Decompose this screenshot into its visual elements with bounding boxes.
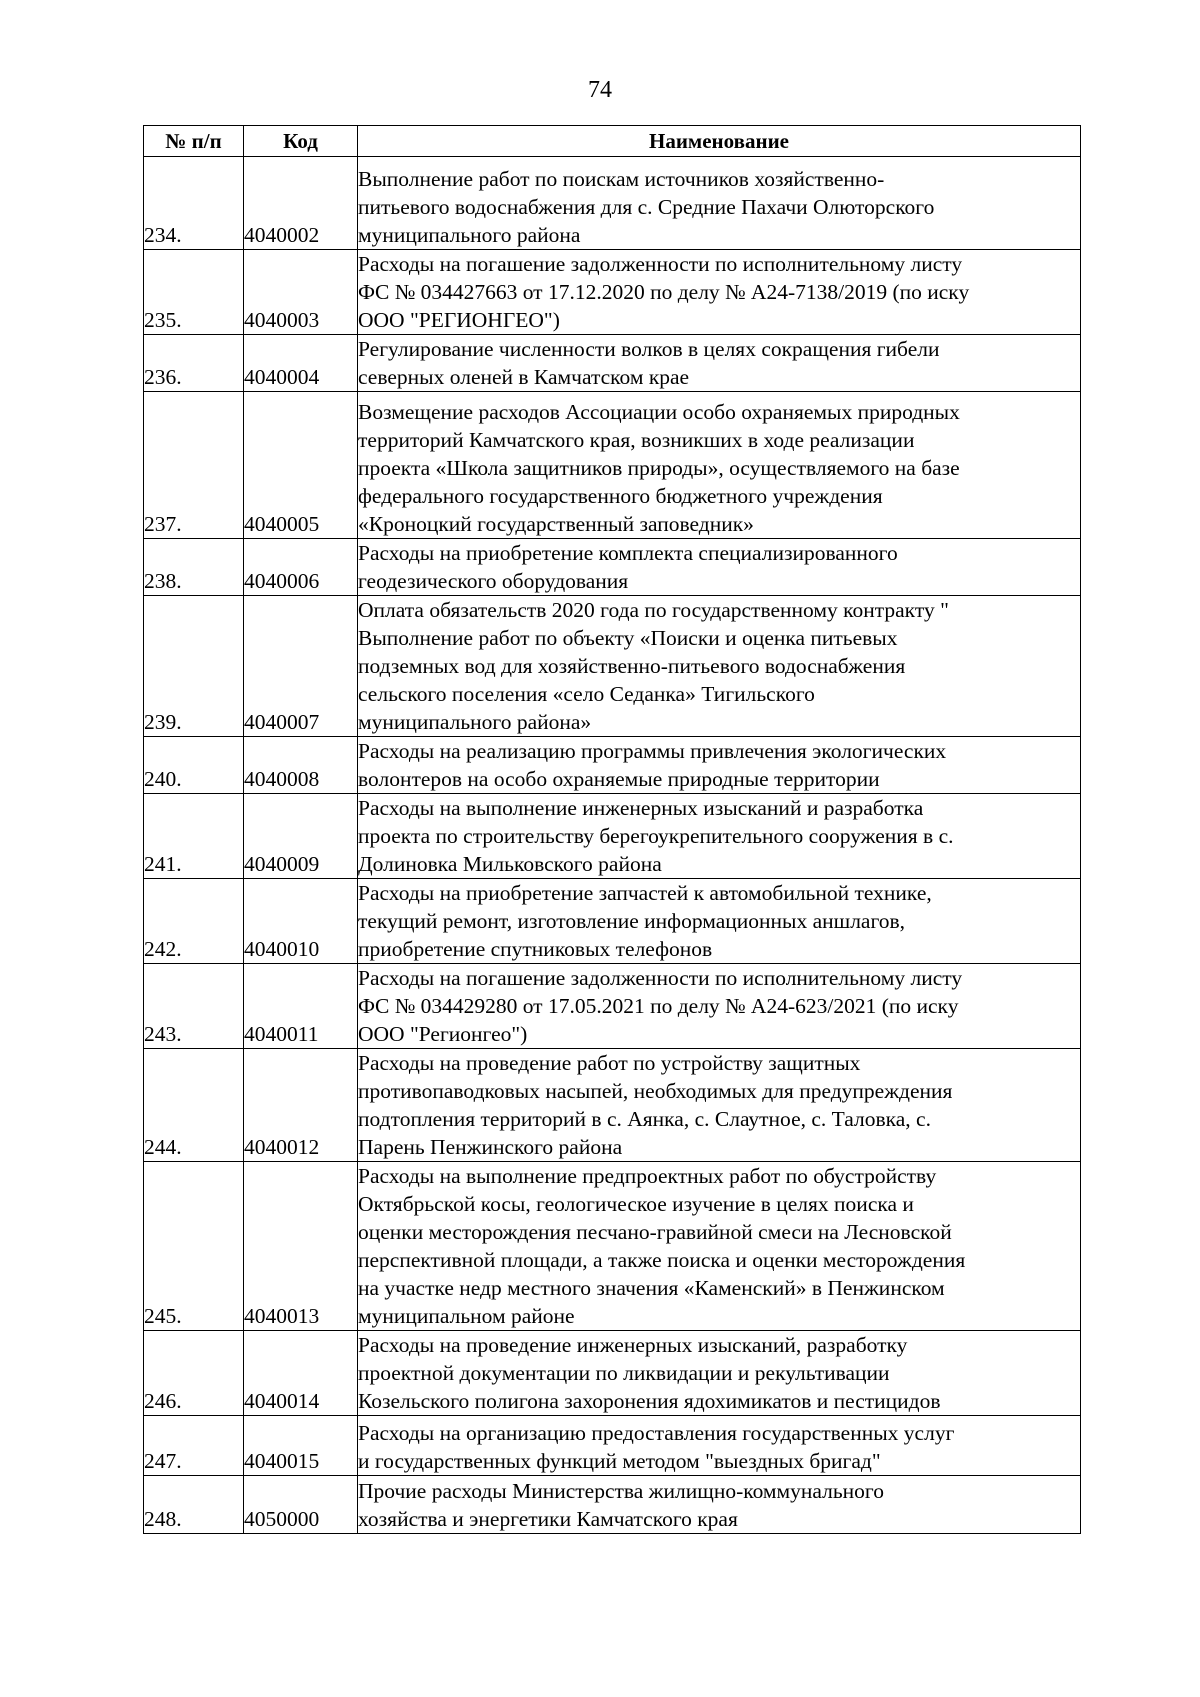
- row-name-line: подземных вод для хозяйственно-питьевого водоснабжения: [358, 654, 906, 678]
- table-row: [144, 794, 1081, 879]
- row-name-line: «Кроноцкий государственный заповедник»: [358, 512, 754, 536]
- row-name-line: текущий ремонт, изготовление информационных аншлагов,: [358, 909, 906, 933]
- row-name-line: Возмещение расходов Ассоциации особо охраняемых природных: [358, 400, 960, 424]
- row-name-line: проектной документации по ликвидации и рекультивации: [358, 1361, 890, 1385]
- row-name: [358, 1162, 1081, 1331]
- row-name-line: муниципальном районе: [358, 1304, 575, 1328]
- row-name-line: муниципального района: [358, 223, 581, 247]
- row-code: 4040015: [244, 1416, 358, 1476]
- row-number: 248.: [144, 1476, 244, 1534]
- table-body: [144, 157, 1081, 1534]
- row-code: 4040012: [244, 1049, 358, 1162]
- row-name-line: питьевого водоснабжения для с. Средние Пахачи Олюторского: [358, 195, 935, 219]
- table-row: [144, 1476, 1081, 1534]
- table-row: [144, 1416, 1081, 1476]
- row-name-line: федерального государственного бюджетного учреждения: [358, 484, 883, 508]
- header-code: Код: [244, 126, 358, 157]
- row-name-line: оценки месторождения песчано-гравийной смеси на Лесновской: [358, 1220, 952, 1244]
- table-row: [144, 596, 1081, 737]
- row-name-line: Парень Пенжинского района: [358, 1135, 623, 1159]
- table-row: [144, 1049, 1081, 1162]
- table-row: [144, 1331, 1081, 1416]
- row-name: [358, 392, 1081, 539]
- row-name-line: Козельского полигона захоронения ядохимикатов и пестицидов: [358, 1389, 941, 1413]
- row-code: 4040003: [244, 250, 358, 335]
- row-name-line: Регулирование численности волков в целях сокращения гибели: [358, 337, 940, 361]
- row-name-line: геодезического оборудования: [358, 569, 629, 593]
- row-name-line: муниципального района»: [358, 710, 592, 734]
- table-row: [144, 539, 1081, 596]
- row-code: 4040006: [244, 539, 358, 596]
- row-name-line: Долиновка Мильковского района: [358, 852, 662, 876]
- row-number: 240.: [144, 737, 244, 794]
- row-name: [358, 794, 1081, 879]
- row-name-line: Расходы на выполнение инженерных изысканий и разработка: [358, 796, 924, 820]
- row-name: [358, 596, 1081, 737]
- row-name-line: Прочие расходы Министерства жилищно-коммунального: [358, 1479, 884, 1503]
- row-name: [358, 250, 1081, 335]
- table-row: [144, 250, 1081, 335]
- header-name: Наименование: [358, 126, 1081, 157]
- table-row: [144, 964, 1081, 1049]
- row-name-line: проекта по строительству берегоукрепительного сооружения в с.: [358, 824, 954, 848]
- row-name-line: Оплата обязательств 2020 года по государственному контракту ": [358, 598, 949, 622]
- row-name-line: перспективной площади, а также поиска и оценки месторождения: [358, 1248, 966, 1272]
- row-name-line: ФС № 034429280 от 17.05.2021 по делу № А24-623/2021 (по иску: [358, 994, 959, 1018]
- table-row: [144, 157, 1081, 250]
- row-name: [358, 1416, 1081, 1476]
- table-row: [144, 737, 1081, 794]
- row-name: [358, 737, 1081, 794]
- row-name-line: Расходы на погашение задолженности по исполнительному листу: [358, 966, 963, 990]
- row-name-line: приобретение спутниковых телефонов: [358, 937, 713, 961]
- row-name-line: Расходы на выполнение предпроектных работ по обустройству: [358, 1164, 937, 1188]
- row-number: 236.: [144, 335, 244, 392]
- row-code: 4040013: [244, 1162, 358, 1331]
- row-name: [358, 1049, 1081, 1162]
- row-name-line: Выполнение работ по поискам источников хозяйственно-: [358, 167, 885, 191]
- row-code: 4040005: [244, 392, 358, 539]
- row-name: [358, 157, 1081, 250]
- page-number: 74: [588, 77, 612, 103]
- row-code: 4040004: [244, 335, 358, 392]
- row-name: [358, 964, 1081, 1049]
- budget-code-table: [143, 125, 1081, 1534]
- row-name-line: и государственных функций методом "выездных бригад": [358, 1449, 881, 1473]
- table-header-row: [144, 126, 1081, 157]
- table-row: [144, 1162, 1081, 1331]
- row-name-line: Расходы на реализацию программы привлечения экологических: [358, 739, 947, 763]
- row-name-line: сельского поселения «село Седанка» Тигильского: [358, 682, 815, 706]
- row-name-line: хозяйства и энергетики Камчатского края: [358, 1507, 738, 1531]
- row-code: 4040010: [244, 879, 358, 964]
- row-number: 234.: [144, 157, 244, 250]
- row-name-line: Расходы на проведение инженерных изысканий, разработку: [358, 1333, 908, 1357]
- row-name-line: ООО "РЕГИОНГЕО"): [358, 308, 560, 332]
- row-name-line: на участке недр местного значения «Каменский» в Пенжинском: [358, 1276, 945, 1300]
- row-name-line: Расходы на погашение задолженности по исполнительному листу: [358, 252, 963, 276]
- table-row: [144, 392, 1081, 539]
- row-number: 247.: [144, 1416, 244, 1476]
- row-name-line: противопаводковых насыпей, необходимых для предупреждения: [358, 1079, 953, 1103]
- row-number: 242.: [144, 879, 244, 964]
- row-number: 245.: [144, 1162, 244, 1331]
- row-number: 243.: [144, 964, 244, 1049]
- row-name: [358, 879, 1081, 964]
- row-code: 4040007: [244, 596, 358, 737]
- header-num: № п/п: [144, 126, 244, 157]
- row-number: 246.: [144, 1331, 244, 1416]
- row-code: 4040008: [244, 737, 358, 794]
- row-name-line: северных оленей в Камчатском крае: [358, 365, 690, 389]
- row-number: 244.: [144, 1049, 244, 1162]
- row-name-line: ФС № 034427663 от 17.12.2020 по делу № А24-7138/2019 (по иску: [358, 280, 970, 304]
- row-name-line: Расходы на приобретение комплекта специализированного: [358, 541, 898, 565]
- table-row: [144, 879, 1081, 964]
- row-name-line: волонтеров на особо охраняемые природные территории: [358, 767, 880, 791]
- row-code: 4040011: [244, 964, 358, 1049]
- row-name-line: Выполнение работ по объекту «Поиски и оценка питьевых: [358, 626, 898, 650]
- row-name: [358, 539, 1081, 596]
- row-code: 4040002: [244, 157, 358, 250]
- row-name-line: территорий Камчатского края, возникших в ходе реализации: [358, 428, 915, 452]
- row-name-line: Расходы на организацию предоставления государственных услуг: [358, 1421, 955, 1445]
- row-name-line: ООО "Регионгео"): [358, 1022, 528, 1046]
- row-name-line: проекта «Школа защитников природы», осуществляемого на базе: [358, 456, 960, 480]
- row-name: [358, 1476, 1081, 1534]
- row-name-line: Расходы на проведение работ по устройству защитных: [358, 1051, 861, 1075]
- row-number: 238.: [144, 539, 244, 596]
- row-code: 4040009: [244, 794, 358, 879]
- row-number: 237.: [144, 392, 244, 539]
- table-row: [144, 335, 1081, 392]
- row-number: 235.: [144, 250, 244, 335]
- row-name: [358, 1331, 1081, 1416]
- row-name-line: Октябрьской косы, геологическое изучение в целях поиска и: [358, 1192, 914, 1216]
- row-code: 4050000: [244, 1476, 358, 1534]
- row-code: 4040014: [244, 1331, 358, 1416]
- row-name-line: подтопления территорий в с. Аянка, с. Слаутное, с. Таловка, с.: [358, 1107, 931, 1131]
- row-name: [358, 335, 1081, 392]
- row-number: 241.: [144, 794, 244, 879]
- row-number: 239.: [144, 596, 244, 737]
- row-name-line: Расходы на приобретение запчастей к автомобильной технике,: [358, 881, 932, 905]
